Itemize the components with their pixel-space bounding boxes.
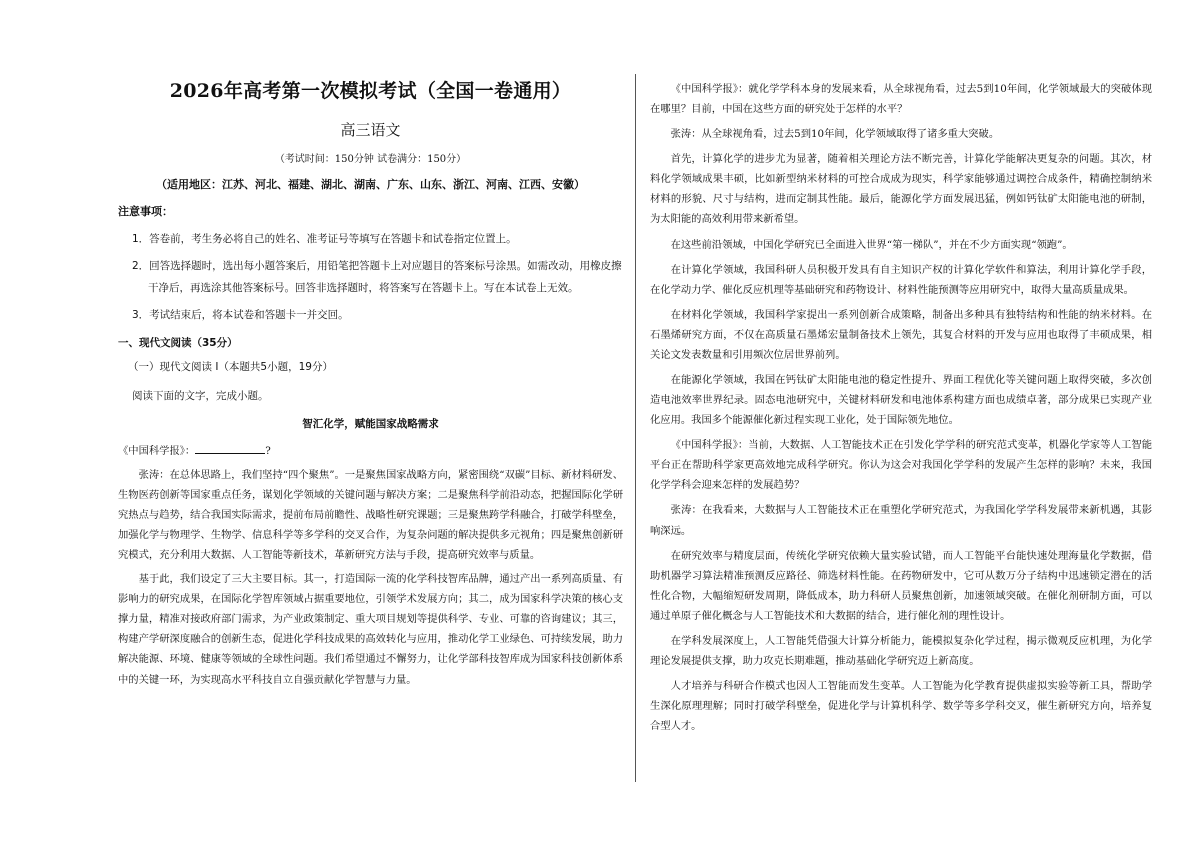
source-line [118,441,623,461]
article-paragraph: 张涛：从全球视角看，过去5到10年间，化学领域取得了诸多重大突破。 [670,128,1000,141]
article-paragraph: 在研究效率与精度层面，传统化学研究依赖大量实验试错，而人工智能平台能快速处理海量化学数据，借助机器学习算法精准预测反应路径、筛选材料性能。在药物研发中，它可从数万分子结构中迅速锁定潜在的活性化合物，大幅缩短研发周期，降低成本，助力科研人员聚焦创新，加速领域突破。在催化剂研制方面，可以通过单原子催化概念与人工智能技术和大数据的结合，进行催化剂的理性设计。 [650,549,1152,622]
article-paragraph: 在学科发展深度上，人工智能凭借强大计算分析能力，能模拟复杂化学过程，揭示微观反应机理，为化学理论发展提供支撑，助力攻克长期难题，推动基础化学研究迈上新高度。 [650,634,1152,668]
article-paragraph: 在材料化学领域，我国科学家提出一系列创新合成策略，制备出多种具有独特结构和性能的纳米材料。在石墨烯研究方面，不仅在高质量石墨烯宏量制备技术上领先，其复合材料的开发与应用也取得了丰硕成果，相关论文发表数量和引用频次位居世界前列。 [650,308,1152,361]
notice-heading: 注意事项： [118,205,173,219]
left-column [118,74,623,690]
right-column [650,74,1152,736]
article-paragraph: 《中国科学报》：就化学学科本身的发展来看，从全球视角看，过去5到10年间，化学领域最大的突破体现在哪里？目前，中国在这些方面的研究处于怎样的水平？ [650,83,1152,116]
article-paragraph: 在这些前沿领域，中国化学研究已全面进入世界“第一梯队”，并在不少方面实现“领跑”。 [670,238,1073,251]
article-title: 智汇化学，赋能国家战略需求 [302,418,439,431]
article-paragraph: 在计算化学领域，我国科研人员积极开发具有自主知识产权的计算化学软件和算法，利用计算化学手段，在化学动力学、催化反应机理等基础研究和药物设计、材料性能预测等应用研究中，取得大量高质量成果。 [650,263,1152,296]
source-suffix: ? [265,444,271,457]
article-paragraph: 首先，计算化学的进步尤为显著，随着相关理论方法不断完善，计算化学能解决更复杂的问题。其次，材料化学领域成果丰硕，比如新型纳米材料的可控合成成为现实，科学家能够通过调控合成条件，精确控制纳米材料的形貌、尺寸与结构，进而定制其性能。最后，能源化学方面发展迅猛，例如钙钛矿太阳能电池的研制，为太阳能的高效利用带来新希望。 [650,153,1152,226]
applicable-regions: （适用地区：江苏、河北、福建、湖北、湖南、广东、山东、浙江、河南、江西、安徽） [156,177,585,191]
exam-info: （考试时间：150分钟 试卷满分：150分） [274,154,467,166]
article-paragraph: 在能源化学领域，我国在钙钛矿太阳能电池的稳定性提升、界面工程优化等关键问题上取得突破，多次创造电池效率世界纪录。固态电池研究中，关键材料研发和电池体系构建方面也成绩卓著，部分成果已实现产业化应用。我国多个能源催化新过程实现工业化，处于国际领先地位。 [650,374,1152,427]
source-label: 《中国科学报》： [118,444,196,457]
answer-blank[interactable] [195,443,265,454]
section-heading: 一、现代文阅读（35分） [118,336,238,349]
article-paragraph: 人才培养与科研合作模式也因人工智能而发生变革。人工智能为化学教育提供虚拟实验等新工具，帮助学生深化原理理解；同时打破学科壁垒，促进化学与计算机科学、数学等多学科交叉，催生新研究方向，培养复合型人才。 [650,680,1152,733]
reading-instruction: 阅读下面的文字，完成小题。 [132,389,269,402]
article-paragraph: 张涛：在我看来，大数据与人工智能技术正在重塑化学研究范式，为我国化学学科发展带来新机遇，其影响深远。 [650,504,1152,537]
notice-item-2: 2．回答选择题时，选出每小题答案后，用铅笔把答题卡上对应题目的答案标号涂黑。如需改动，用橡皮擦干净后，再选涂其他答案标号。回答非选择题时，将答案写在答题卡上。写在本试卷上无效。 [132,260,622,294]
article-paragraph: 张涛：在总体思路上，我们坚持“四个聚焦”。一是聚焦国家战略方向，紧密围绕“双碳”目标、新材料研发、生物医药创新等国家重点任务，谋划化学领域的关键问题与解决方案；二是聚焦科学前沿动态，把握国际化学研究热点与趋势，结合我国实际需求，提前布局前瞻性、战略性研究课题；三是聚焦跨学科融合，打破学科壁垒，加强化学与物理学、生物学、信息科学等多学科的交叉合作，为复杂问题的解决提供多元视角；四是聚焦创新研究模式，充分利用大数据、人工智能等新技术，革新研究方法与手段，提高研究效率与质量。 [118,468,624,562]
notice-item-1: 1．答卷前，考生务必将自己的姓名、准考证号等填写在答题卡和试卷指定位置上。 [132,232,517,245]
column-divider [635,74,636,782]
article-paragraph: 《中国科学报》：当前，大数据、人工智能技术正在引发化学学科的研究范式变革，机器化学家等人工智能平台正在帮助科学家更高效地完成科学研究。你认为这会对我国化学学科的发展产生怎样的影响？未来，我国化学学科会迎来怎样的发展趋势？ [650,439,1152,492]
notice-item-3: 3．考试结束后，将本试卷和答题卡一并交回。 [132,309,349,322]
subsection-heading: （一）现代文阅读 I（本题共5小题，19分） [128,361,333,374]
exam-subject: 高三语文 [340,121,401,140]
article-paragraph: 基于此，我们设定了三大主要目标。其一，打造国际一流的化学科技智库品牌，通过产出一系列高质量、有影响力的研究成果，在国际化学智库领域占据重要地位，引领学术发展方向；其二，成为国家科学决策的核心支撑力量，精准对接政府部门需求，为产业政策制定、重大项目规划等提供科学、专业、可靠的咨询建议；其三，构建产学研深度融合的创新生态，促进化学科技成果的高效转化与应用，推动化学工业绿色、可持续发展，助力解决能源、环境、健康等领域的全球性问题。我们希望通过不懈努力，让化学部科技智库成为国家科技创新体系中的关键一环，为实现高水平科技自立自强贡献化学智慧与力量。 [118,573,623,686]
exam-title: 2026年高考第一次模拟考试（全国一卷通用） [169,80,572,102]
